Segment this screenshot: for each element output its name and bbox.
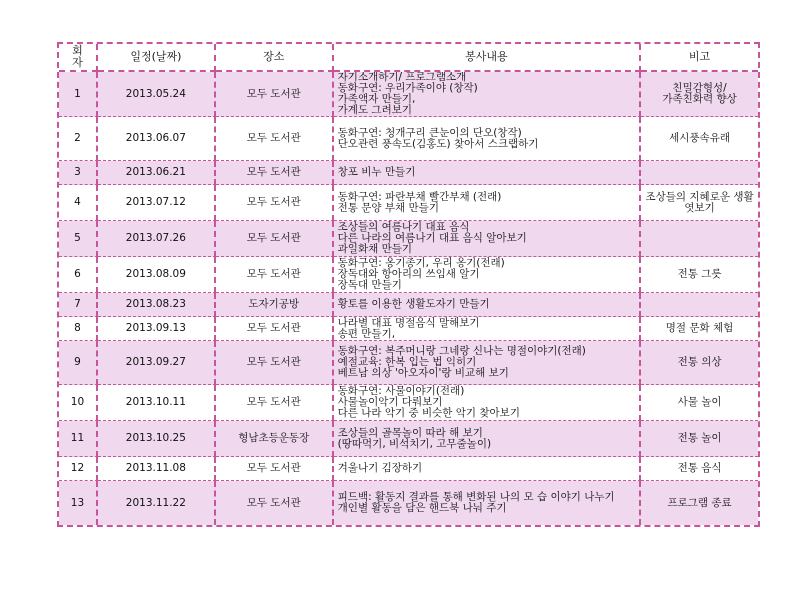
row-content: 동화구연: 파란부채 빨간부채 (전래) 전통 문양 부채 만들기	[334, 185, 641, 221]
table-row	[59, 257, 758, 293]
row-content: 나라별 대표 명절음식 말해보기 송편 만들기,	[334, 317, 641, 341]
row-content: 동화구연: 사물이야기(전래) 사물놀이악기 다뤄보기 다른 나라 악기 중 비슷한 악기 찾아보기	[334, 385, 641, 421]
row-content: 동화구연: 옹기종기, 우리 옹기(전래) 장독대와 항아리의 쓰임새 알기 장독대 만들기	[334, 257, 641, 293]
row-place: 도자기공방	[216, 293, 334, 317]
table-body	[59, 72, 758, 525]
row-note: 전통 놀이	[641, 421, 758, 457]
header-row	[59, 44, 758, 72]
row-place: 모두 도서관	[216, 117, 334, 161]
row-note: 전통 음식	[641, 457, 758, 481]
row-number: 11	[59, 421, 98, 457]
row-note	[641, 221, 758, 257]
table-row	[59, 72, 758, 117]
row-date: 2013.06.21	[98, 161, 216, 185]
row-number: 5	[59, 221, 98, 257]
row-place: 모두 도서관	[216, 221, 334, 257]
header-place: 장소	[216, 44, 334, 72]
row-note: 사물 놀이	[641, 385, 758, 421]
row-place: 모두 도서관	[216, 185, 334, 221]
header-no: 회 자	[59, 44, 98, 72]
table-row	[59, 161, 758, 185]
row-place: 모두 도서관	[216, 457, 334, 481]
table-row	[59, 117, 758, 161]
table-row	[59, 481, 758, 525]
header-note: 비고	[641, 44, 758, 72]
row-note	[641, 161, 758, 185]
row-number: 9	[59, 341, 98, 385]
row-number: 2	[59, 117, 98, 161]
row-note	[641, 293, 758, 317]
row-number: 3	[59, 161, 98, 185]
row-date: 2013.11.22	[98, 481, 216, 525]
row-place: 모두 도서관	[216, 257, 334, 293]
row-number: 13	[59, 481, 98, 525]
row-place: 모두 도서관	[216, 385, 334, 421]
row-content: 겨울나기 김장하기	[334, 457, 641, 481]
table-row	[59, 221, 758, 257]
row-content: 조상들의 골목놀이 따라 해 보기 (땅따먹기, 비석치기, 고무줄놀이)	[334, 421, 641, 457]
row-number: 12	[59, 457, 98, 481]
table-row	[59, 457, 758, 481]
table-row	[59, 341, 758, 385]
row-date: 2013.07.26	[98, 221, 216, 257]
volunteer-schedule-table	[57, 42, 760, 527]
table-row	[59, 185, 758, 221]
row-date: 2013.10.25	[98, 421, 216, 457]
row-place: 모두 도서관	[216, 341, 334, 385]
row-content: 피드백: 활동지 결과를 통해 변화된 나의 모 습 이야기 나누기 개인별 활동을 담은 핸드북 나눠 주기	[334, 481, 641, 525]
row-date: 2013.05.24	[98, 72, 216, 117]
row-date: 2013.06.07	[98, 117, 216, 161]
row-content: 자기소개하기/ 프로그램소개 동화구연: 우리가족이야 (창작) 가족액자 만들기, 가계도 그려보기	[334, 72, 641, 117]
table-row	[59, 317, 758, 341]
row-content: 동화구연: 복주머니랑 그네랑 신나는 명절이야기(전래) 예절교육: 한복 입는 법 익히기 베트남 의상 '아오자이'랑 비교해 보기	[334, 341, 641, 385]
header-date: 일정(날짜)	[98, 44, 216, 72]
row-date: 2013.08.09	[98, 257, 216, 293]
row-date: 2013.11.08	[98, 457, 216, 481]
row-content: 동화구연: 청개구리 큰눈이의 단오(창작) 단오관련 풍속도(김홍도) 찾아서 스크랩하기	[334, 117, 641, 161]
row-note: 전통 그릇	[641, 257, 758, 293]
row-number: 6	[59, 257, 98, 293]
row-note: 친밀감형성/ 가족친화력 향상	[641, 72, 758, 117]
row-number: 8	[59, 317, 98, 341]
row-place: 모두 도서관	[216, 317, 334, 341]
row-date: 2013.09.13	[98, 317, 216, 341]
row-date: 2013.10.11	[98, 385, 216, 421]
table-row	[59, 293, 758, 317]
row-content: 황토를 이용한 생활도자기 만들기	[334, 293, 641, 317]
row-place: 형남초등운동장	[216, 421, 334, 457]
table-row	[59, 421, 758, 457]
row-date: 2013.08.23	[98, 293, 216, 317]
row-content: 창포 비누 만들기	[334, 161, 641, 185]
row-note: 조상들의 지혜로운 생활엿보기	[641, 185, 758, 221]
header-content: 봉사내용	[334, 44, 641, 72]
row-place: 모두 도서관	[216, 72, 334, 117]
row-note: 세시풍속유래	[641, 117, 758, 161]
row-number: 1	[59, 72, 98, 117]
row-date: 2013.09.27	[98, 341, 216, 385]
row-place: 모두 도서관	[216, 481, 334, 525]
table-row	[59, 385, 758, 421]
row-place: 모두 도서관	[216, 161, 334, 185]
row-note: 프로그램 종료	[641, 481, 758, 525]
row-number: 7	[59, 293, 98, 317]
row-number: 4	[59, 185, 98, 221]
row-date: 2013.07.12	[98, 185, 216, 221]
row-note: 명절 문화 체험	[641, 317, 758, 341]
row-note: 전통 의상	[641, 341, 758, 385]
row-number: 10	[59, 385, 98, 421]
row-content: 조상들의 여름나기 대표 음식 다른 나라의 여름나기 대표 음식 알아보기 과일화채 만들기	[334, 221, 641, 257]
